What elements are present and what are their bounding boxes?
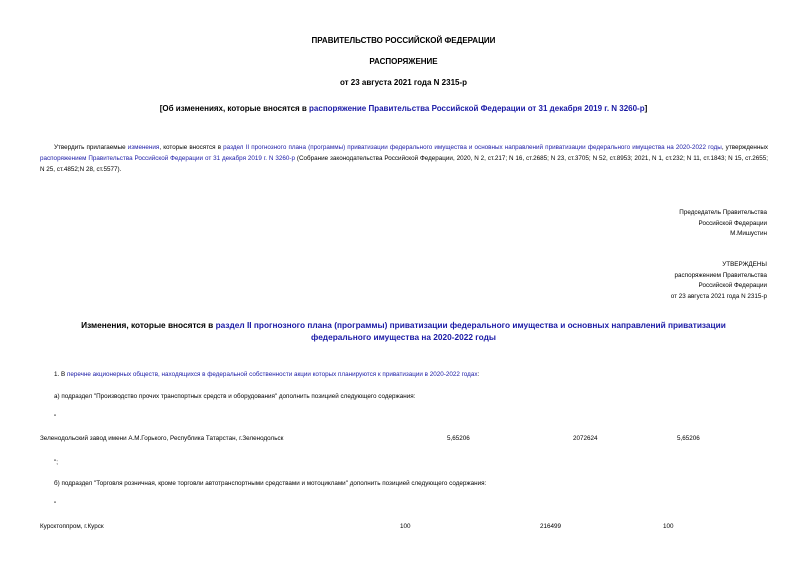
approved-by: распоряжением Правительства: [674, 271, 767, 279]
section-link[interactable]: раздел II прогнозного плана (программы) приватизации федерального имущества и основных направлений приватизации федерального имущества на 2020-2022 годы: [223, 144, 722, 151]
item-1: [54, 370, 479, 380]
document-subject: [0, 104, 807, 113]
signature-name: М.Мишустин: [730, 230, 767, 237]
body-text: Утвердить прилагаемые: [54, 144, 128, 151]
row-a-col2: 2072624: [573, 435, 598, 442]
government-title: ПРАВИТЕЛЬСТВО РОССИЙСКОЙ ФЕДЕРАЦИИ: [311, 36, 496, 45]
body-paragraph: [40, 143, 768, 175]
subitem-a: а) подраздел "Производство прочих транспортных средств и оборудования" дополнить позицией следующего содержания:: [54, 393, 416, 400]
item-1-link[interactable]: перечне акционерных обществ, находящихся в федеральной собственности акции которых планируются к приватизации в 2020-2022 годах: [66, 371, 478, 378]
changes-title: [50, 320, 757, 343]
changes-link[interactable]: изменения: [127, 144, 160, 151]
subject-suffix: ]: [644, 104, 648, 113]
item-1-suffix: :: [477, 371, 480, 378]
document-date-number: от 23 августа 2021 года N 2315-р: [339, 78, 468, 87]
body-text: , утвержденных: [721, 144, 768, 151]
body-text: , которые вносятся в: [159, 144, 224, 151]
signature-block: [679, 208, 767, 240]
approved-date: от 23 августа 2021 года N 2315-р: [670, 292, 767, 300]
row-a-col1: 5,65206: [447, 435, 470, 442]
approved-block: [671, 260, 767, 302]
signature-country: Российской Федерации: [698, 219, 767, 227]
open-quote-a: ": [54, 414, 57, 421]
row-b-col1: 100: [400, 523, 411, 530]
document-type: РАСПОРЯЖЕНИЕ: [369, 57, 438, 66]
row-b-col3: 100: [663, 523, 674, 530]
subject-prefix: [Об изменениях, которые вносятся в: [159, 104, 310, 113]
changes-title-prefix: Изменения, которые вносятся в: [81, 320, 216, 330]
body-text: (Собрание законодательства Российской Федерации, 2020, N 2, ст.217; N 16, ст.2685; N 23, ст.3705; N 52, ст.8953; 2021, N 1, ст.232; N 11, ст.1843; N 15, ст.2655; N 25, ст.4852;N 28, ст.5577).: [40, 154, 769, 173]
signature-position: Председатель Правительства: [679, 209, 767, 216]
order-link[interactable]: распоряжением Правительства Российской Федерации от 31 декабря 2019 г. N 3260-р: [40, 154, 295, 162]
close-quote-a: ";: [54, 459, 58, 466]
row-b-name: Курсктоппром, г.Курск: [40, 523, 104, 530]
approved-country: Российской Федерации: [698, 282, 767, 289]
changes-title-link[interactable]: раздел II прогнозного плана (программы) приватизации федерального имущества и основных направлений приватизации федерального имущества на 2020-2022 годы: [215, 320, 726, 342]
subitem-b: б) подраздел "Торговля розничная, кроме торговли автотранспортными средствами и мотоциклами" дополнить позицией следующего содержания:: [54, 480, 487, 487]
row-a-name: Зеленодольский завод имени А.М.Горького, Республика Татарстан, г.Зеленодольск: [40, 435, 284, 442]
subject-link[interactable]: распоряжение Правительства Российской Федерации от 31 декабря 2019 г. N 3260-р: [309, 104, 645, 113]
item-1-prefix: 1. В: [54, 371, 67, 378]
row-b-col2: 216499: [540, 523, 562, 530]
approved-label: УТВЕРЖДЕНЫ: [722, 261, 767, 268]
row-a-col3: 5,65206: [677, 435, 700, 442]
open-quote-b: ": [54, 501, 57, 508]
